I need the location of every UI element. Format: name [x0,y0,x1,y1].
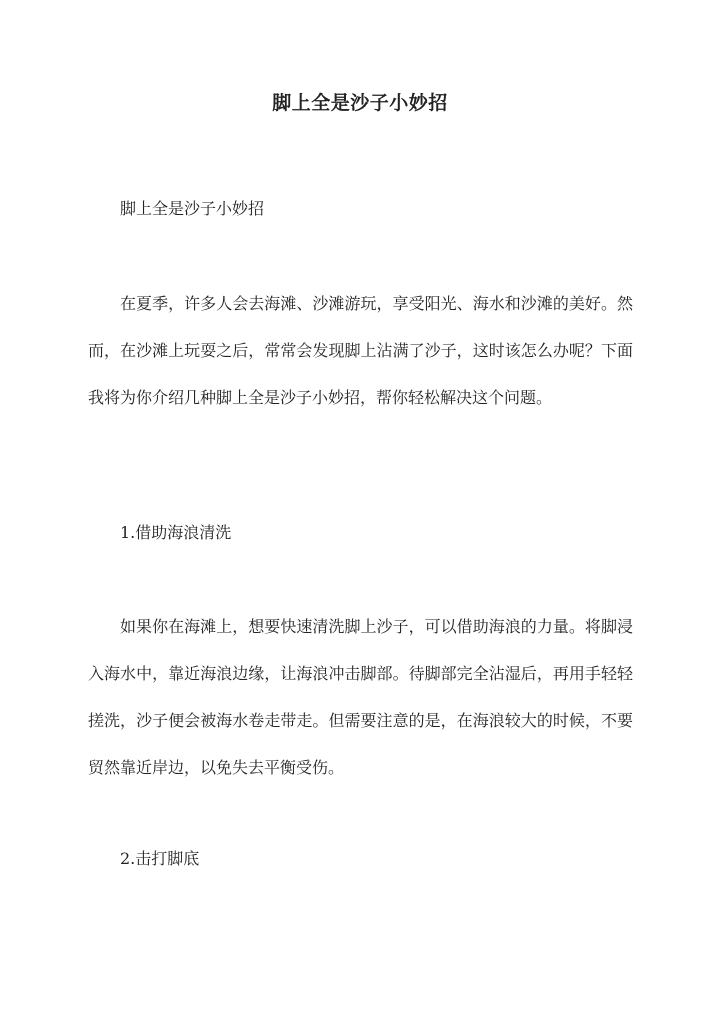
document-title: 脚上全是沙子小妙招 [272,92,448,114]
intro-paragraph: 在夏季，许多人会去海滩、沙滩游玩，享受阳光、海水和沙滩的美好。然而，在沙滩上玩耍之后，常常会发现脚上沾满了沙子，这时该怎么办呢？下面我将为你介绍几种脚上全是沙子小妙招，帮你轻松解决这个问题。 [88,294,633,407]
document-subtitle: 脚上全是沙子小妙招 [120,199,265,218]
section-body-1: 如果你在海滩上，想要快速清洗脚上沙子，可以借助海浪的力量。将脚浸入海水中，靠近海浪边缘，让海浪冲击脚部。待脚部完全沾湿后，再用手轻轻搓洗，沙子便会被海水卷走带走。但需要注意的是，在海浪较大的时候，不要贸然靠近岸边，以免失去平衡受伤。 [88,617,633,777]
section-heading-2: 2.击打脚底 [120,849,200,868]
section-heading-1: 1.借助海浪清洗 [120,523,232,542]
